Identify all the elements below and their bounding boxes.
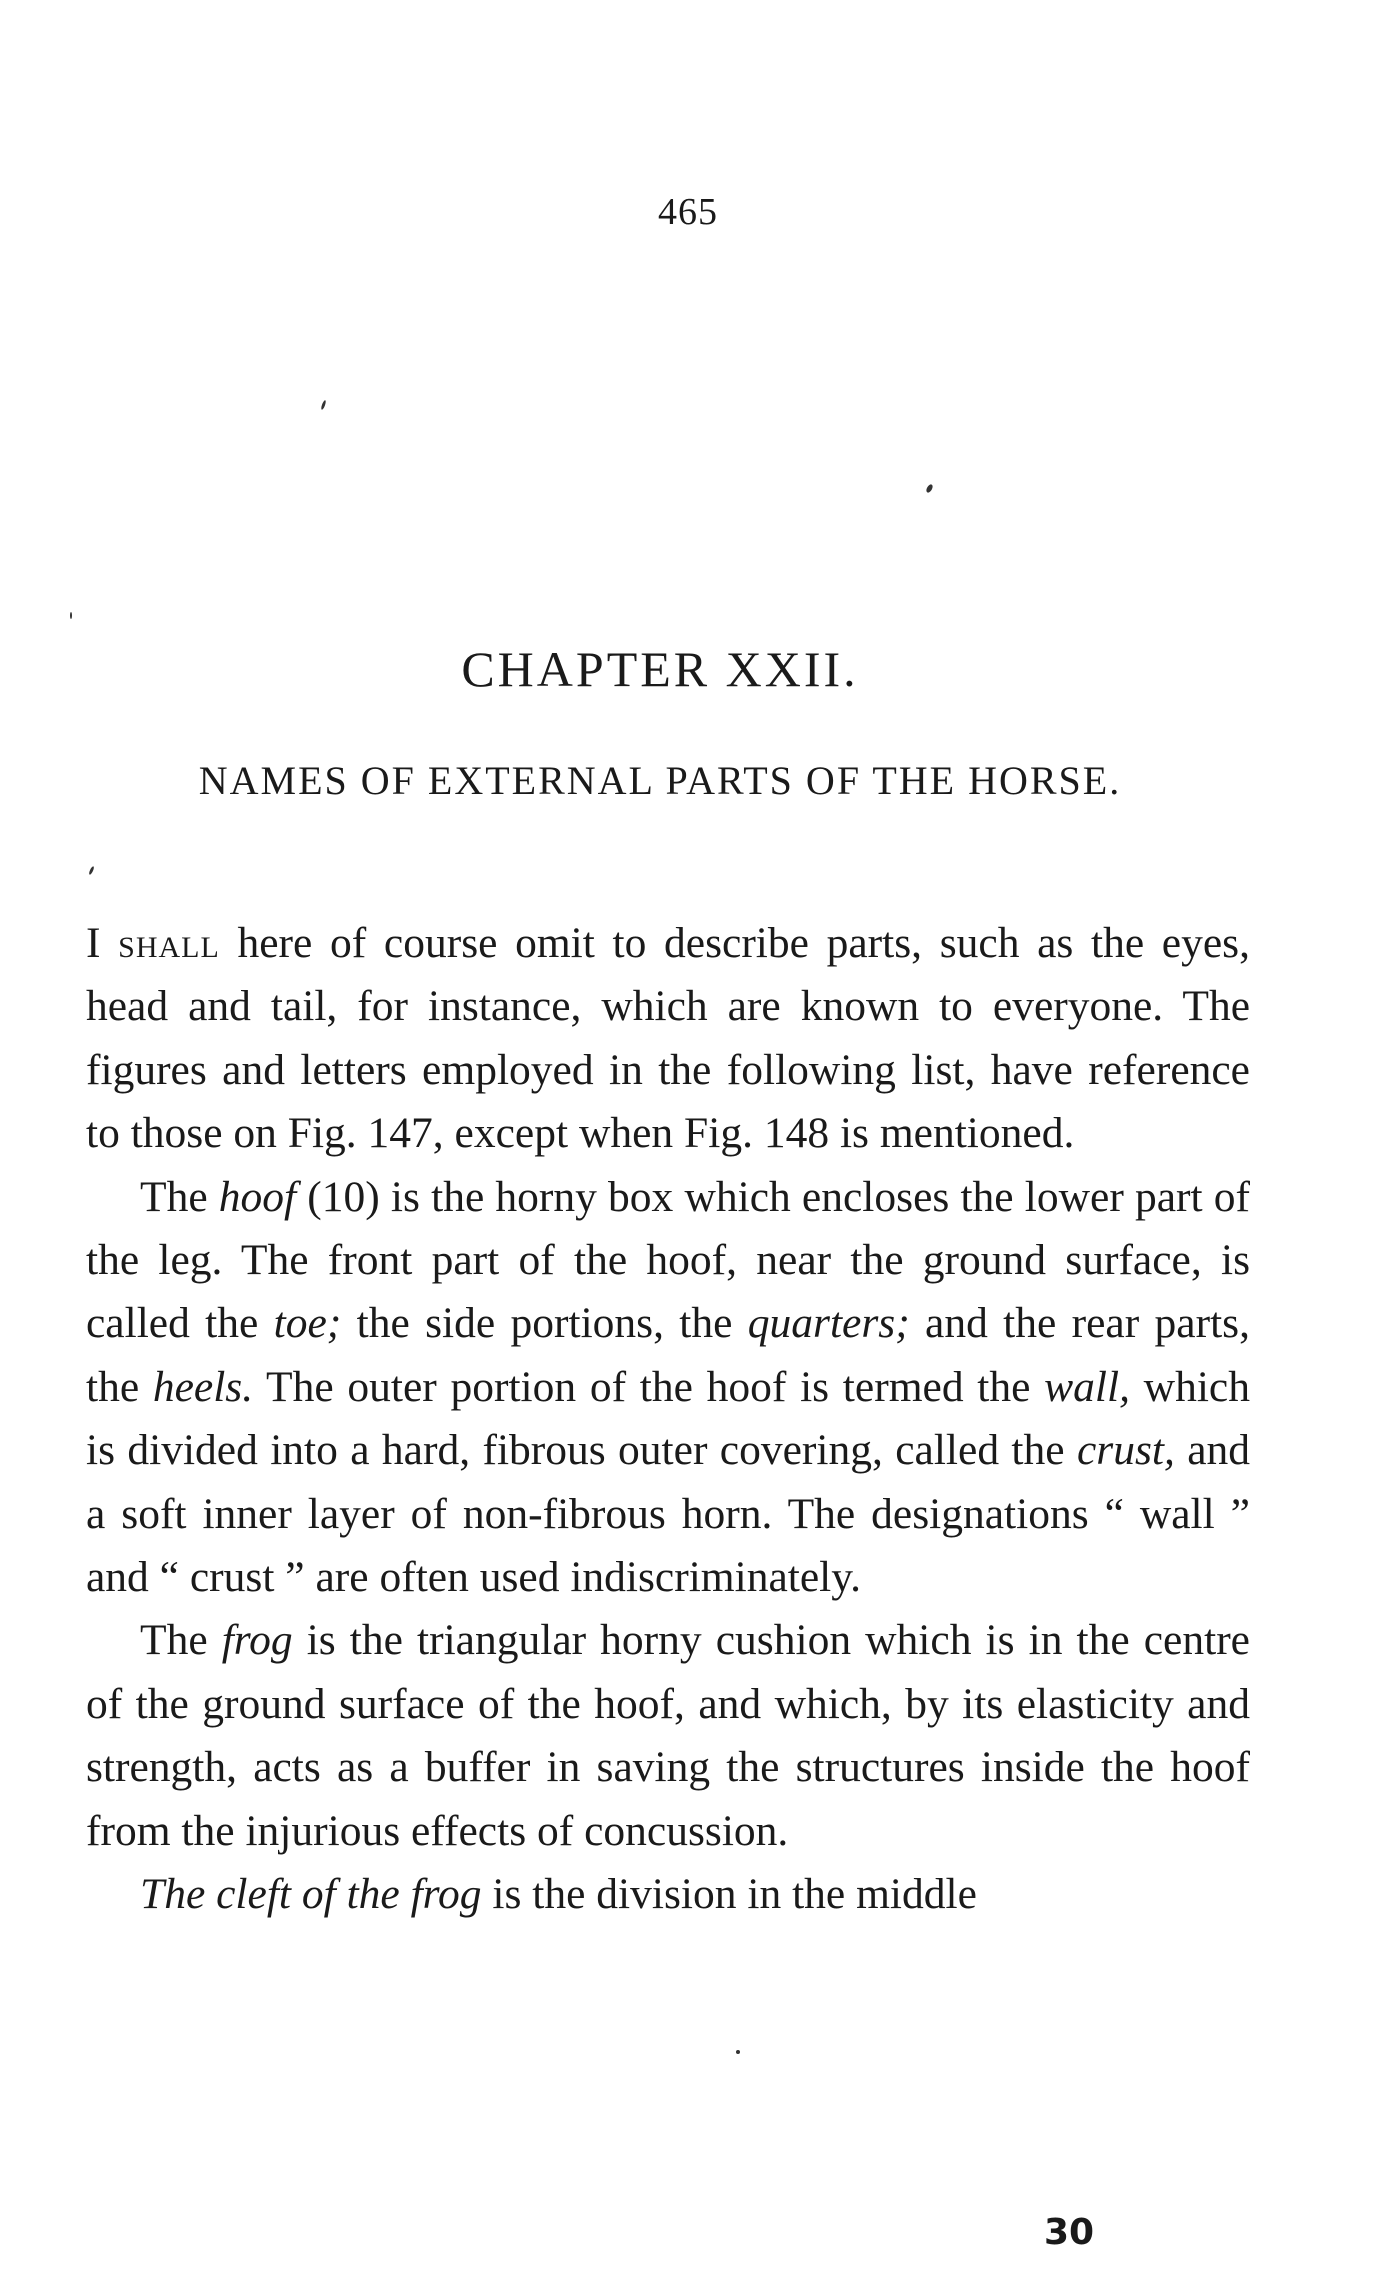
italic-term: heels. — [152, 1362, 254, 1411]
italic-term: hoof — [218, 1172, 297, 1221]
chapter-subtitle: NAMES OF EXTERNAL PARTS OF THE HORSE. — [198, 758, 1122, 803]
scan-speck — [320, 400, 326, 410]
italic-term: quarters; — [747, 1299, 910, 1348]
italic-term: frog — [221, 1616, 293, 1665]
italic-term: The cleft of the frog — [140, 1870, 482, 1919]
paragraph — [86, 912, 1250, 1166]
text-run: The — [140, 1616, 222, 1665]
italic-term: toe; — [273, 1299, 342, 1348]
text-run: (10) is the horny box which encloses the lower part of the leg. The front part of the hoof, near the ground surface, is called the — [86, 1172, 1250, 1348]
italic-term: wall, — [1044, 1362, 1130, 1411]
scan-speck — [736, 2050, 740, 2054]
text-run: is the division in the middle — [481, 1870, 977, 1919]
page-number: 465 — [658, 191, 718, 233]
text-run: The outer portion of the hoof is termed the — [253, 1362, 1045, 1411]
text-run: the side portions, the — [341, 1299, 748, 1348]
paragraph — [86, 1863, 1250, 1926]
paragraph — [86, 1166, 1250, 1610]
paragraph — [86, 1609, 1250, 1863]
text-run: and a soft inner layer of non-fibrous horn. The designations “ wall ” and “ crust ” are often used indiscriminately. — [86, 1426, 1250, 1602]
signature-mark: 30 — [1044, 2212, 1095, 2253]
scan-speck — [925, 483, 934, 493]
chapter-title: CHAPTER XXII. — [461, 641, 859, 697]
text-run: The — [140, 1172, 219, 1221]
scan-speck — [70, 612, 72, 619]
text-run: and the rear parts, the — [86, 1299, 1250, 1411]
body-text — [86, 912, 1250, 1927]
smallcaps-word: shall — [118, 919, 220, 967]
text-run: which is divided into a hard, fibrous outer covering, called the — [86, 1362, 1250, 1475]
italic-term: crust, — [1076, 1426, 1175, 1475]
text-run: I — [86, 919, 119, 967]
text-run: is the triangular horny cushion which is in the centre of the ground surface of the hoof, and which, by its elasticity and strength, acts as a buffer in saving the structures inside the hoof from the injurious effects of concussion. — [86, 1616, 1250, 1855]
scan-speck — [88, 866, 95, 875]
text-run: here of course omit to describe parts, such as the eyes, head and tail, for instance, which are known to everyone. The figures and letters employed in the following list, have reference to those on Fig. 147, except when Fig. 148 is mentioned. — [86, 919, 1250, 1158]
